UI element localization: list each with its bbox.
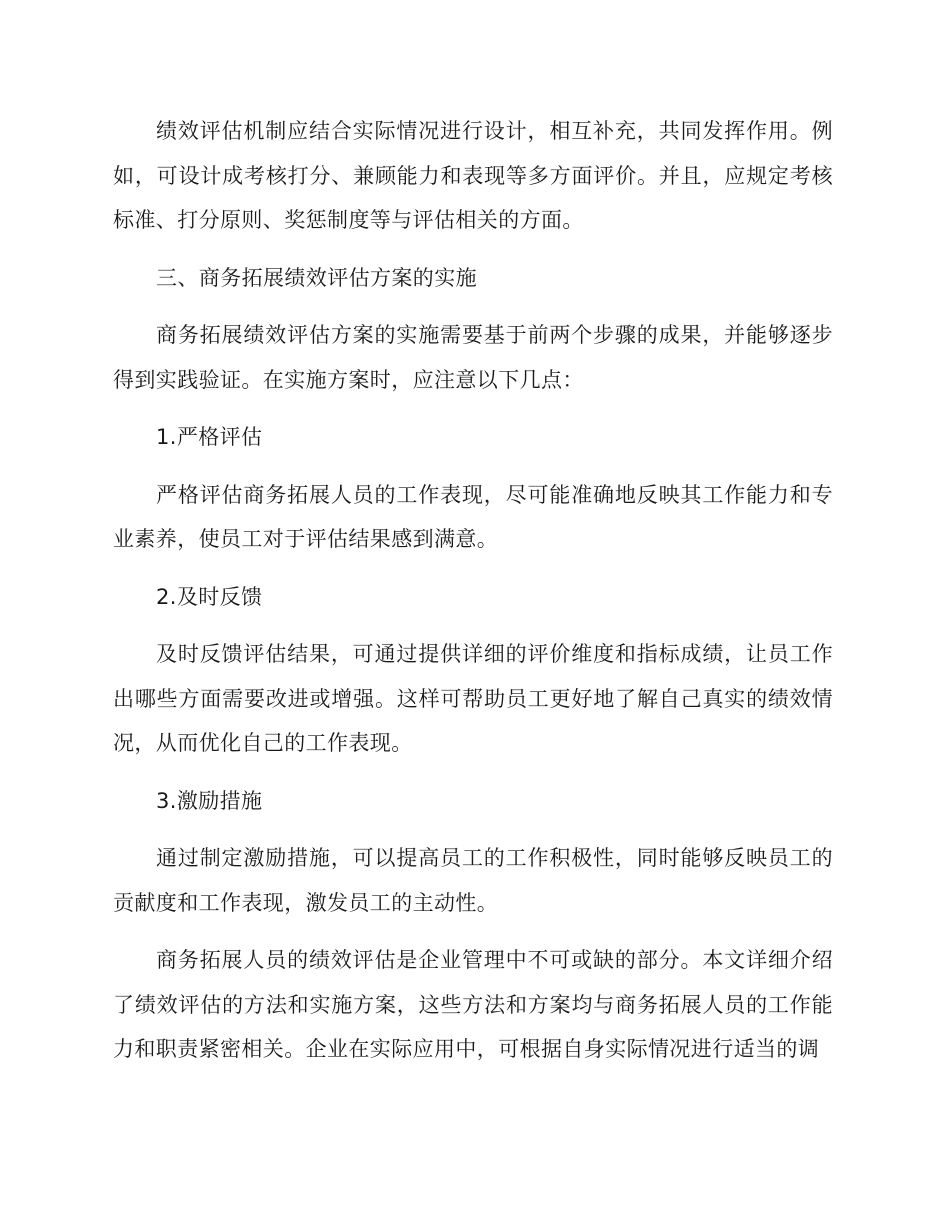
paragraph-timely-feedback: 及时反馈评估结果，可通过提供详细的评价维度和指标成绩，让员工作出哪些方面需要改进或增强。这样可帮助员工更好地了解自己真实的绩效情况，从而优化自己的工作表现。 bbox=[113, 642, 833, 755]
paragraph-strict-evaluation: 严格评估商务拓展人员的工作表现，尽可能准确地反映其工作能力和专业素养，使员工对于评估结果感到满意。 bbox=[113, 482, 833, 551]
subheading-incentives: 3.激励措施 bbox=[156, 788, 263, 813]
subheading-timely-feedback: 2.及时反馈 bbox=[156, 584, 263, 609]
paragraph-evaluation-mechanism: 绩效评估机制应结合实际情况进行设计，相互补充，共同发挥作用。例如，可设计成考核打分、兼顾能力和表现等多方面评价。并且，应规定考核标准、打分原则、奖惩制度等与评估相关的方面。 bbox=[113, 119, 833, 232]
section-heading-implementation: 三、商务拓展绩效评估方案的实施 bbox=[156, 265, 477, 290]
document-body bbox=[113, 109, 833, 1072]
paragraph-incentives: 通过制定激励措施，可以提高员工的工作积极性，同时能够反映员工的贡献度和工作表现，激发员工的主动性。 bbox=[113, 846, 833, 915]
paragraph-implementation-intro: 商务拓展绩效评估方案的实施需要基于前两个步骤的成果，并能够逐步得到实践验证。在实施方案时，应注意以下几点： bbox=[113, 323, 833, 392]
subheading-strict-evaluation: 1.严格评估 bbox=[156, 425, 263, 449]
paragraph-conclusion: 商务拓展人员的绩效评估是企业管理中不可或缺的部分。本文详细介绍了绩效评估的方法和实施方案，这些方法和方案均与商务拓展人员的工作能力和职责紧密相关。企业在实际应用中，可根据自身实际情况进行适当的调 bbox=[113, 948, 833, 1061]
